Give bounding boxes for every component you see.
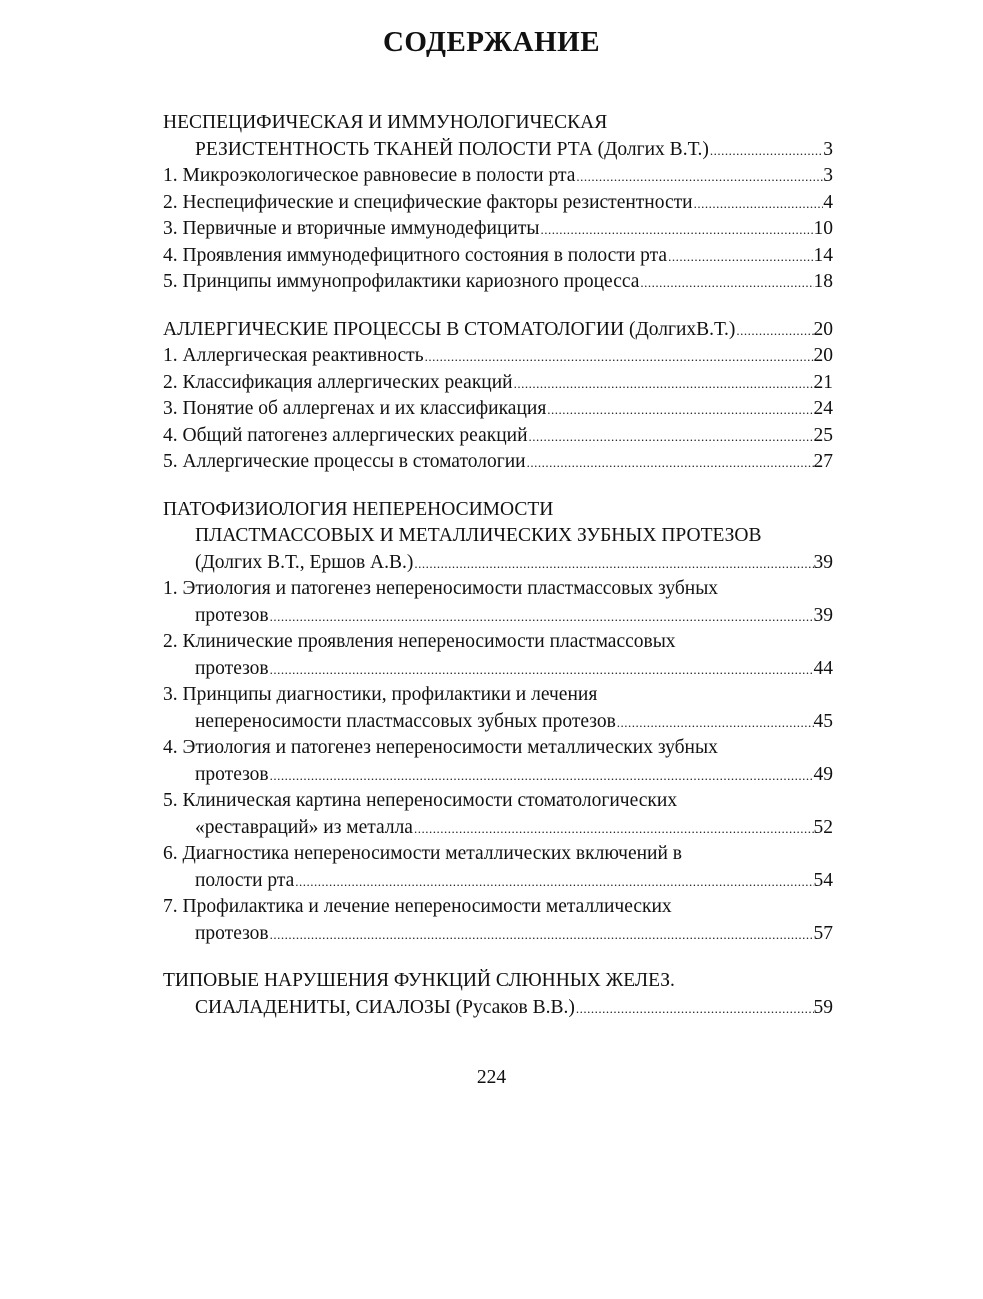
section-heading-text: СИАЛАДЕНИТЫ, СИАЛОЗЫ (Русаков В.В.) (195, 996, 575, 1018)
dot-leader (424, 344, 814, 371)
dot-leader (575, 164, 823, 191)
dot-leader (709, 138, 823, 165)
page-ref: 4 (823, 191, 833, 213)
toc-entry (163, 709, 833, 736)
dot-leader (735, 318, 813, 345)
page-ref: 25 (813, 424, 833, 446)
toc-entry (163, 396, 833, 423)
toc-section-4 (163, 968, 833, 1021)
section-heading-entry (163, 550, 833, 577)
entry-text: 4. Общий патогенез аллергических реакций (163, 424, 528, 446)
entry-text-cont: протезов (195, 922, 269, 944)
section-heading-text: АЛЛЕРГИЧЕСКИЕ ПРОЦЕССЫ В СТОМАТОЛОГИИ (ДолгихВ.Т.) (163, 318, 736, 340)
section-heading-entry (163, 317, 833, 344)
page-ref: 24 (813, 398, 833, 419)
page-ref: 39 (813, 604, 833, 626)
page-ref: 44 (813, 657, 833, 679)
toc-entry (163, 921, 833, 948)
entry-text-cont: непереносимости пластмассовых зубных протезов (195, 710, 616, 732)
entry-text: 5. Клиническая картина непереносимости стоматологических (163, 790, 678, 811)
section-heading: ПАТОФИЗИОЛОГИЯ НЕПЕРЕНОСИМОСТИ (163, 498, 554, 520)
toc-entry (163, 163, 833, 190)
table-of-contents (163, 110, 833, 1021)
entry-text: 3. Первичные и вторичные иммунодефициты (163, 218, 540, 239)
entry-text: 2. Неспецифические и специфические факторы резистентности (163, 191, 693, 213)
dot-leader (269, 657, 814, 684)
toc-entry (163, 656, 833, 683)
toc-entry (163, 868, 833, 895)
toc-entry (163, 449, 833, 476)
dot-leader (413, 551, 813, 578)
dot-leader (639, 270, 813, 297)
dot-leader (528, 424, 814, 451)
toc-entry (163, 216, 833, 243)
entry-text-cont: протезов (195, 604, 269, 626)
dot-leader (413, 816, 814, 843)
section-heading-text: РЕЗИСТЕНТНОСТЬ ТКАНЕЙ ПОЛОСТИ РТА (Долгих В.Т.) (195, 138, 709, 160)
entry-text-cont: протезов (195, 763, 269, 785)
entry-text-cont: протезов (195, 657, 269, 679)
page-ref: 3 (823, 165, 833, 186)
entry-text: 7. Профилактика и лечение непереносимости металлических (163, 896, 672, 917)
dot-leader (575, 996, 814, 1023)
section-spacer (163, 476, 833, 497)
entry-text: 1. Аллергическая реактивность (163, 345, 424, 366)
dot-leader (526, 450, 814, 477)
toc-entry (163, 423, 833, 450)
page-ref: 49 (813, 763, 833, 785)
page-ref: 18 (813, 271, 833, 292)
dot-leader (513, 371, 814, 398)
page-ref: 59 (813, 996, 833, 1018)
dot-leader (269, 763, 814, 790)
entry-text: 5. Аллергические процессы в стоматологии (163, 451, 526, 472)
section-heading: НЕСПЕЦИФИЧЕСКАЯ И ИММУНОЛОГИЧЕСКАЯ (163, 112, 608, 133)
entry-text: 3. Понятие об аллергенах и их классификация (163, 398, 547, 419)
page-ref: 54 (813, 869, 833, 891)
dot-leader (539, 217, 813, 244)
toc-entry (163, 190, 833, 217)
toc-entry (163, 343, 833, 370)
dot-leader (269, 922, 814, 949)
dot-leader (616, 710, 814, 737)
dot-leader (546, 397, 813, 424)
entry-text: 2. Клинические проявления непереносимости пластмассовых (163, 631, 676, 652)
entry-text: 1. Этиология и патогенез непереносимости пластмассовых зубных (163, 578, 719, 599)
section-heading-text: (Долгих В.Т., Ершов А.В.) (195, 551, 414, 573)
page-ref: 14 (813, 244, 833, 266)
entry-text: 4. Этиология и патогенез непереносимости металлических зубных (163, 737, 718, 758)
page-ref: 3 (823, 138, 833, 160)
dot-leader (667, 244, 813, 271)
page-title: СОДЕРЖАНИЕ (382, 26, 601, 58)
entry-text: 5. Принципы иммунопрофилактики кариозного процесса (163, 271, 640, 292)
page-ref: 52 (813, 816, 833, 838)
toc-entry (163, 370, 833, 397)
toc-entry (163, 815, 833, 842)
toc-entry (163, 243, 833, 270)
page-ref: 20 (813, 345, 833, 366)
toc-section-2 (163, 317, 833, 476)
entry-text-cont: полости рта (195, 869, 295, 891)
toc-entry (163, 603, 833, 630)
dot-leader (269, 604, 814, 631)
section-heading: ТИПОВЫЕ НАРУШЕНИЯ ФУНКЦИЙ СЛЮННЫХ ЖЕЛЕЗ. (163, 970, 675, 991)
page-ref: 10 (813, 218, 833, 239)
entry-text: 1. Микроэкологическое равновесие в полости рта (163, 165, 576, 186)
entry-text: 6. Диагностика непереносимости металлических включений в (163, 843, 682, 864)
section-heading-entry (163, 137, 833, 164)
page-ref: 57 (813, 922, 833, 944)
page-ref: 45 (813, 710, 833, 732)
entry-text: 3. Принципы диагностики, профилактики и лечения (163, 684, 598, 705)
dot-leader (294, 869, 813, 896)
toc-entry (163, 762, 833, 789)
section-heading-entry (163, 995, 833, 1022)
page-ref: 20 (813, 318, 833, 340)
entry-text-cont: «реставраций» из металла (195, 816, 413, 838)
section-spacer (163, 947, 833, 968)
page-ref: 27 (813, 451, 833, 472)
toc-entry (163, 269, 833, 296)
page-number: 224 (476, 1067, 507, 1088)
section-spacer (163, 296, 833, 317)
toc-section-1 (163, 110, 833, 296)
dot-leader (693, 191, 824, 218)
entry-text: 2. Классификация аллергических реакций (163, 371, 513, 393)
page-ref: 21 (813, 371, 833, 393)
entry-text: 4. Проявления иммунодефицитного состояния в полости рта (163, 244, 668, 266)
page-ref: 39 (813, 551, 833, 573)
toc-section-3 (163, 497, 833, 948)
section-heading: ПЛАСТМАССОВЫХ И МЕТАЛЛИЧЕСКИХ ЗУБНЫХ ПРОТЕЗОВ (195, 525, 762, 546)
